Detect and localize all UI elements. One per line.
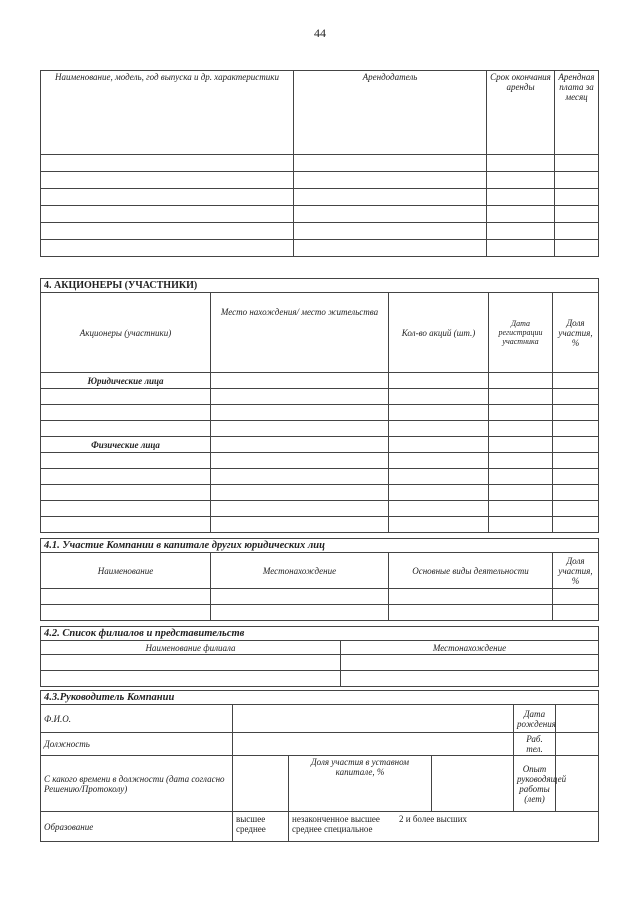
page-number: 44	[314, 26, 326, 40]
lease-table	[40, 70, 599, 257]
form-cell[interactable]	[211, 389, 389, 405]
form-cell[interactable]	[41, 469, 211, 485]
experience-field[interactable]	[556, 756, 599, 812]
education-label: Образование	[41, 812, 233, 842]
table-row	[41, 389, 599, 405]
form-cell[interactable]	[341, 671, 599, 687]
form-cell[interactable]	[553, 389, 599, 405]
legal-entities-label: Юридические лица	[41, 373, 211, 389]
section-4-title: 4. АКЦИОНЕРЫ (УЧАСТНИКИ)	[41, 279, 599, 293]
form-cell[interactable]	[489, 501, 553, 517]
section-43-title: 4.3.Руководитель Компании	[41, 691, 599, 705]
share-field[interactable]	[432, 756, 514, 812]
branches-table	[40, 626, 599, 687]
form-cell[interactable]	[41, 155, 294, 172]
form-cell[interactable]	[341, 655, 599, 671]
table-row	[41, 485, 599, 501]
form-cell[interactable]	[553, 485, 599, 501]
edu-option-higher[interactable]: высшее	[236, 814, 266, 824]
form-cell[interactable]	[489, 469, 553, 485]
birth-date-field[interactable]	[556, 705, 599, 733]
since-label: С какого времени в должности (дата согласно Решению/Протоколу)	[41, 756, 233, 812]
form-cell[interactable]	[41, 389, 211, 405]
form-cell[interactable]	[553, 589, 599, 605]
table-row	[41, 155, 599, 172]
form-cell[interactable]	[555, 240, 599, 257]
form-cell[interactable]	[211, 421, 389, 437]
table-row	[41, 671, 599, 687]
col-header-branch-name: Наименование филиала	[41, 641, 341, 655]
form-cell[interactable]	[41, 405, 211, 421]
form-cell[interactable]	[389, 453, 489, 469]
table-row	[41, 172, 599, 189]
position-label: Должность	[41, 733, 233, 756]
birth-date-label: Дата рождения	[514, 705, 556, 733]
form-cell[interactable]	[389, 421, 489, 437]
form-cell[interactable]	[487, 240, 555, 257]
form-cell[interactable]	[489, 373, 553, 389]
form-cell[interactable]	[41, 223, 294, 240]
form-cell[interactable]	[41, 206, 294, 223]
form-cell[interactable]	[553, 501, 599, 517]
form-cell[interactable]	[389, 373, 489, 389]
form-cell[interactable]	[553, 373, 599, 389]
individuals-label: Физические лица	[41, 437, 211, 453]
form-cell[interactable]	[489, 437, 553, 453]
form-cell[interactable]	[553, 405, 599, 421]
table-row	[41, 469, 599, 485]
form-cell[interactable]	[41, 421, 211, 437]
table-row	[41, 189, 599, 206]
work-phone-label: Раб. тел.	[514, 733, 556, 756]
table-row	[41, 605, 599, 621]
form-cell[interactable]	[487, 223, 555, 240]
form-cell[interactable]	[211, 453, 389, 469]
form-cell[interactable]	[41, 453, 211, 469]
edu-option-multiple-higher[interactable]: 2 и более высших	[399, 814, 468, 824]
form-cell[interactable]	[41, 485, 211, 501]
form-cell[interactable]	[41, 501, 211, 517]
table-row	[41, 421, 599, 437]
form-cell[interactable]	[211, 405, 389, 421]
form-cell[interactable]	[211, 485, 389, 501]
form-cell[interactable]	[41, 671, 341, 687]
form-cell[interactable]	[41, 655, 341, 671]
form-cell[interactable]	[489, 405, 553, 421]
form-cell[interactable]	[41, 172, 294, 189]
form-cell[interactable]	[389, 517, 489, 533]
share-label: Доля участия в уставном капитале, %	[289, 756, 432, 812]
form-cell[interactable]	[553, 453, 599, 469]
form-cell[interactable]	[487, 189, 555, 206]
shareholders-table	[40, 278, 599, 533]
form-cell[interactable]	[555, 223, 599, 240]
position-field[interactable]	[233, 733, 514, 756]
form-cell[interactable]	[211, 517, 389, 533]
form-cell[interactable]	[489, 453, 553, 469]
col-header-activities: Основные виды деятельности	[389, 553, 553, 589]
table-row	[41, 655, 599, 671]
col-header-location: Местонахождение	[341, 641, 599, 655]
form-cell[interactable]	[555, 172, 599, 189]
form-cell[interactable]	[555, 206, 599, 223]
manager-table	[40, 690, 599, 842]
form-cell[interactable]	[294, 172, 487, 189]
col-header-reg-date: Дата регистрации участника	[489, 293, 553, 373]
form-cell[interactable]	[487, 206, 555, 223]
table-row	[41, 501, 599, 517]
form-cell[interactable]	[294, 223, 487, 240]
fio-label: Ф.И.О.	[41, 705, 233, 733]
col-header-location: Местонахождение	[211, 553, 389, 589]
table-row	[41, 223, 599, 240]
edu-option-incomplete-higher[interactable]: незаконченное высшее	[292, 814, 380, 824]
form-cell[interactable]	[553, 517, 599, 533]
col-header-share-pct: Доля участия, %	[553, 553, 599, 589]
form-cell[interactable]	[553, 469, 599, 485]
form-cell[interactable]	[553, 437, 599, 453]
form-cell[interactable]	[294, 155, 487, 172]
col-header-share-pct: Доля участия, %	[553, 293, 599, 373]
form-cell[interactable]	[389, 405, 489, 421]
form-cell[interactable]	[389, 485, 489, 501]
form-cell[interactable]	[211, 373, 389, 389]
form-cell[interactable]	[41, 189, 294, 206]
edu-option-secondary-special[interactable]: среднее специальное	[292, 824, 373, 834]
form-cell[interactable]	[211, 501, 389, 517]
form-cell[interactable]	[489, 517, 553, 533]
form-cell[interactable]	[489, 389, 553, 405]
work-phone-field[interactable]	[556, 733, 599, 756]
form-cell[interactable]	[489, 421, 553, 437]
table-row	[41, 405, 599, 421]
form-cell[interactable]	[211, 437, 389, 453]
col-header-item: Наименование, модель, год выпуска и др. характеристики	[41, 71, 294, 155]
form-cell[interactable]	[389, 605, 553, 621]
form-cell[interactable]	[211, 605, 389, 621]
form-cell[interactable]	[41, 589, 211, 605]
form-cell[interactable]	[555, 155, 599, 172]
section-41-title: 4.1. Участие Компании в капитале других юридических лиц	[41, 539, 599, 553]
col-header-name: Наименование	[41, 553, 211, 589]
form-cell[interactable]	[487, 155, 555, 172]
form-cell[interactable]	[553, 605, 599, 621]
form-cell[interactable]	[211, 469, 389, 485]
participation-table	[40, 538, 599, 621]
form-cell[interactable]	[294, 206, 487, 223]
since-field[interactable]	[233, 756, 289, 812]
form-cell[interactable]	[41, 517, 211, 533]
form-cell[interactable]	[41, 240, 294, 257]
form-cell[interactable]	[211, 589, 389, 605]
form-cell[interactable]	[389, 389, 489, 405]
col-header-lessor: Арендодатель	[294, 71, 487, 155]
form-cell[interactable]	[389, 469, 489, 485]
table-row	[41, 453, 599, 469]
table-row	[41, 589, 599, 605]
fio-field[interactable]	[233, 705, 514, 733]
table-row	[41, 206, 599, 223]
form-cell[interactable]	[294, 240, 487, 257]
form-cell[interactable]	[489, 485, 553, 501]
form-cell[interactable]	[555, 189, 599, 206]
table-row	[41, 240, 599, 257]
col-header-rent: Арендная плата за месяц	[555, 71, 599, 155]
form-cell[interactable]	[389, 589, 553, 605]
table-row	[41, 517, 599, 533]
section-42-title: 4.2. Список филиалов и представительств	[41, 627, 599, 641]
experience-label: Опыт руководящей работы (лет)	[514, 756, 556, 812]
form-cell[interactable]	[389, 501, 489, 517]
col-header-lease-end: Срок окончания аренды	[487, 71, 555, 155]
form-cell[interactable]	[487, 172, 555, 189]
edu-option-secondary[interactable]: среднее	[236, 824, 266, 834]
col-header-shares: Кол-во акций (шт.)	[389, 293, 489, 373]
form-cell[interactable]	[294, 189, 487, 206]
form-cell[interactable]	[41, 605, 211, 621]
col-header-shareholders: Акционеры (участники)	[41, 293, 211, 373]
form-cell[interactable]	[389, 437, 489, 453]
form-cell[interactable]	[553, 421, 599, 437]
col-header-location: Место нахождения/ место жительства	[211, 293, 389, 373]
